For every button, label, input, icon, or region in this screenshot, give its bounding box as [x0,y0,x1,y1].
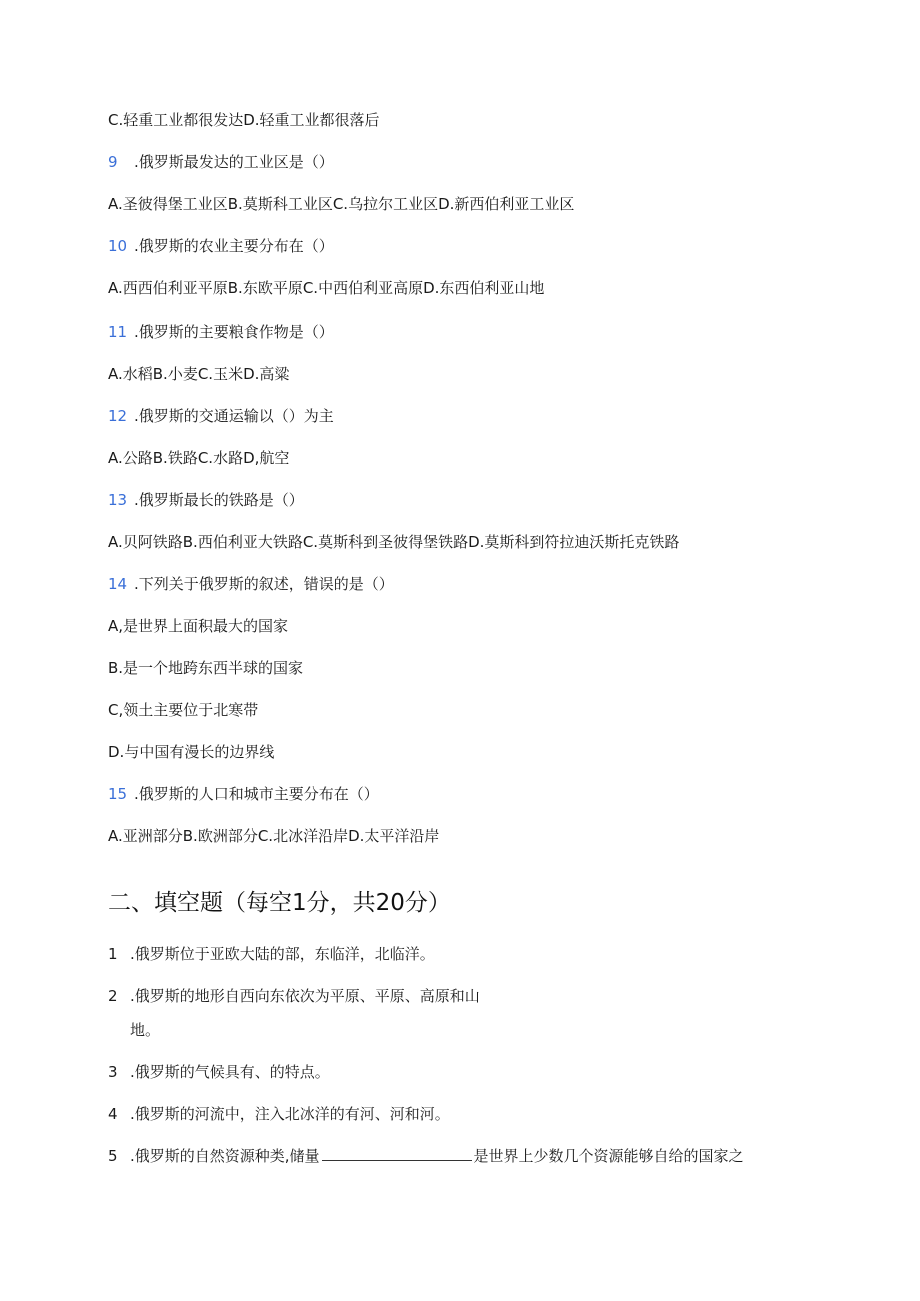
question-14 [108,574,394,594]
question-text: .俄罗斯的自然资源种类,储量 [130,1147,320,1165]
question-number: 4 [108,1105,118,1123]
option-text: D.与中国有漫长的边界线 [108,743,275,761]
question-11-options [108,364,289,384]
question-15 [108,784,379,804]
question-number: 14 [108,575,128,593]
question-number: 3 [108,1063,118,1081]
question-14-option-b [108,658,303,678]
question-number: 13 [108,491,128,509]
question-number: 5 [108,1147,118,1165]
fill-question-3 [108,1062,330,1082]
question-number: 11 [108,323,128,341]
fill-question-5 [108,1146,744,1166]
question-text: .下列关于俄罗斯的叙述，错误的是（） [134,575,394,593]
fill-question-4 [108,1104,450,1124]
question-number: 10 [108,237,128,255]
question-10 [108,236,334,256]
question-number: 2 [108,987,118,1005]
question-15-options [108,826,439,846]
question-12 [108,406,334,426]
question-text: .俄罗斯的气候具有、的特点。 [130,1063,330,1081]
answer-blank[interactable] [322,1146,472,1161]
fill-question-1 [108,944,435,964]
question-text: .俄罗斯位于亚欧大陆的部，东临洋，北临洋。 [130,945,435,963]
question-text: .俄罗斯的农业主要分布在（） [134,237,334,255]
option-text: A,是世界上面积最大的国家 [108,617,289,635]
question-text: .俄罗斯的主要粮食作物是（） [134,323,334,341]
question-number: 15 [108,785,128,803]
question-14-option-a [108,616,288,636]
question-14-option-d [108,742,274,762]
option-text: A.圣彼得堡工业区B.莫斯科工业区C.乌拉尔工业区D.新西伯利亚工业区 [108,195,575,213]
question-13 [108,490,304,510]
question-text: .俄罗斯最长的铁路是（） [134,491,304,509]
option-text: B.是一个地跨东西半球的国家 [108,659,304,677]
question-9-options [108,194,574,214]
option-text: A.亚洲部分B.欧洲部分C.北冰洋沿岸D.太平洋沿岸 [108,827,440,845]
question-10-options [108,278,544,298]
q8-options-cd [108,110,380,130]
question-text: .俄罗斯的河流中，注入北冰洋的有河、河和河。 [130,1105,450,1123]
question-number: 12 [108,407,128,425]
fill-question-2 [108,986,480,1006]
question-number: 1 [108,945,118,963]
question-text: 是世界上少数几个资源能够自给的国家之 [473,1147,744,1165]
question-text: .俄罗斯的交通运输以（）为主 [134,407,334,425]
option-text: A.西西伯利亚平原B.东欧平原C.中西伯利亚高原D.东西伯利亚山地 [108,279,545,297]
question-text: 地。 [130,1021,161,1039]
question-12-options [108,448,289,468]
question-text: .俄罗斯的地形自西向东依次为平原、平原、高原和山 [130,987,480,1005]
question-14-option-c [108,700,258,720]
section-heading: 二、填空题（每空1分，共20分） [108,890,451,916]
option-text: C,领土主要位于北寒带 [108,701,259,719]
option-text: A.公路B.铁路C.水路D,航空 [108,449,290,467]
question-9 [108,152,334,172]
question-text: .俄罗斯最发达的工业区是（） [134,153,334,171]
option-text: A.水稻B.小麦C.玉米D.高粱 [108,365,290,383]
question-number: 9 [108,153,118,171]
question-11 [108,322,334,342]
question-text: .俄罗斯的人口和城市主要分布在（） [134,785,379,803]
question-13-options [108,532,679,552]
fill-question-2-continued [130,1020,160,1040]
option-text: A.贝阿铁路B.西伯利亚大铁路C.莫斯科到圣彼得堡铁路D.莫斯科到符拉迪沃斯托克铁路 [108,533,680,551]
option-text: C.轻重工业都很发达D.轻重工业都很落后 [108,111,380,129]
